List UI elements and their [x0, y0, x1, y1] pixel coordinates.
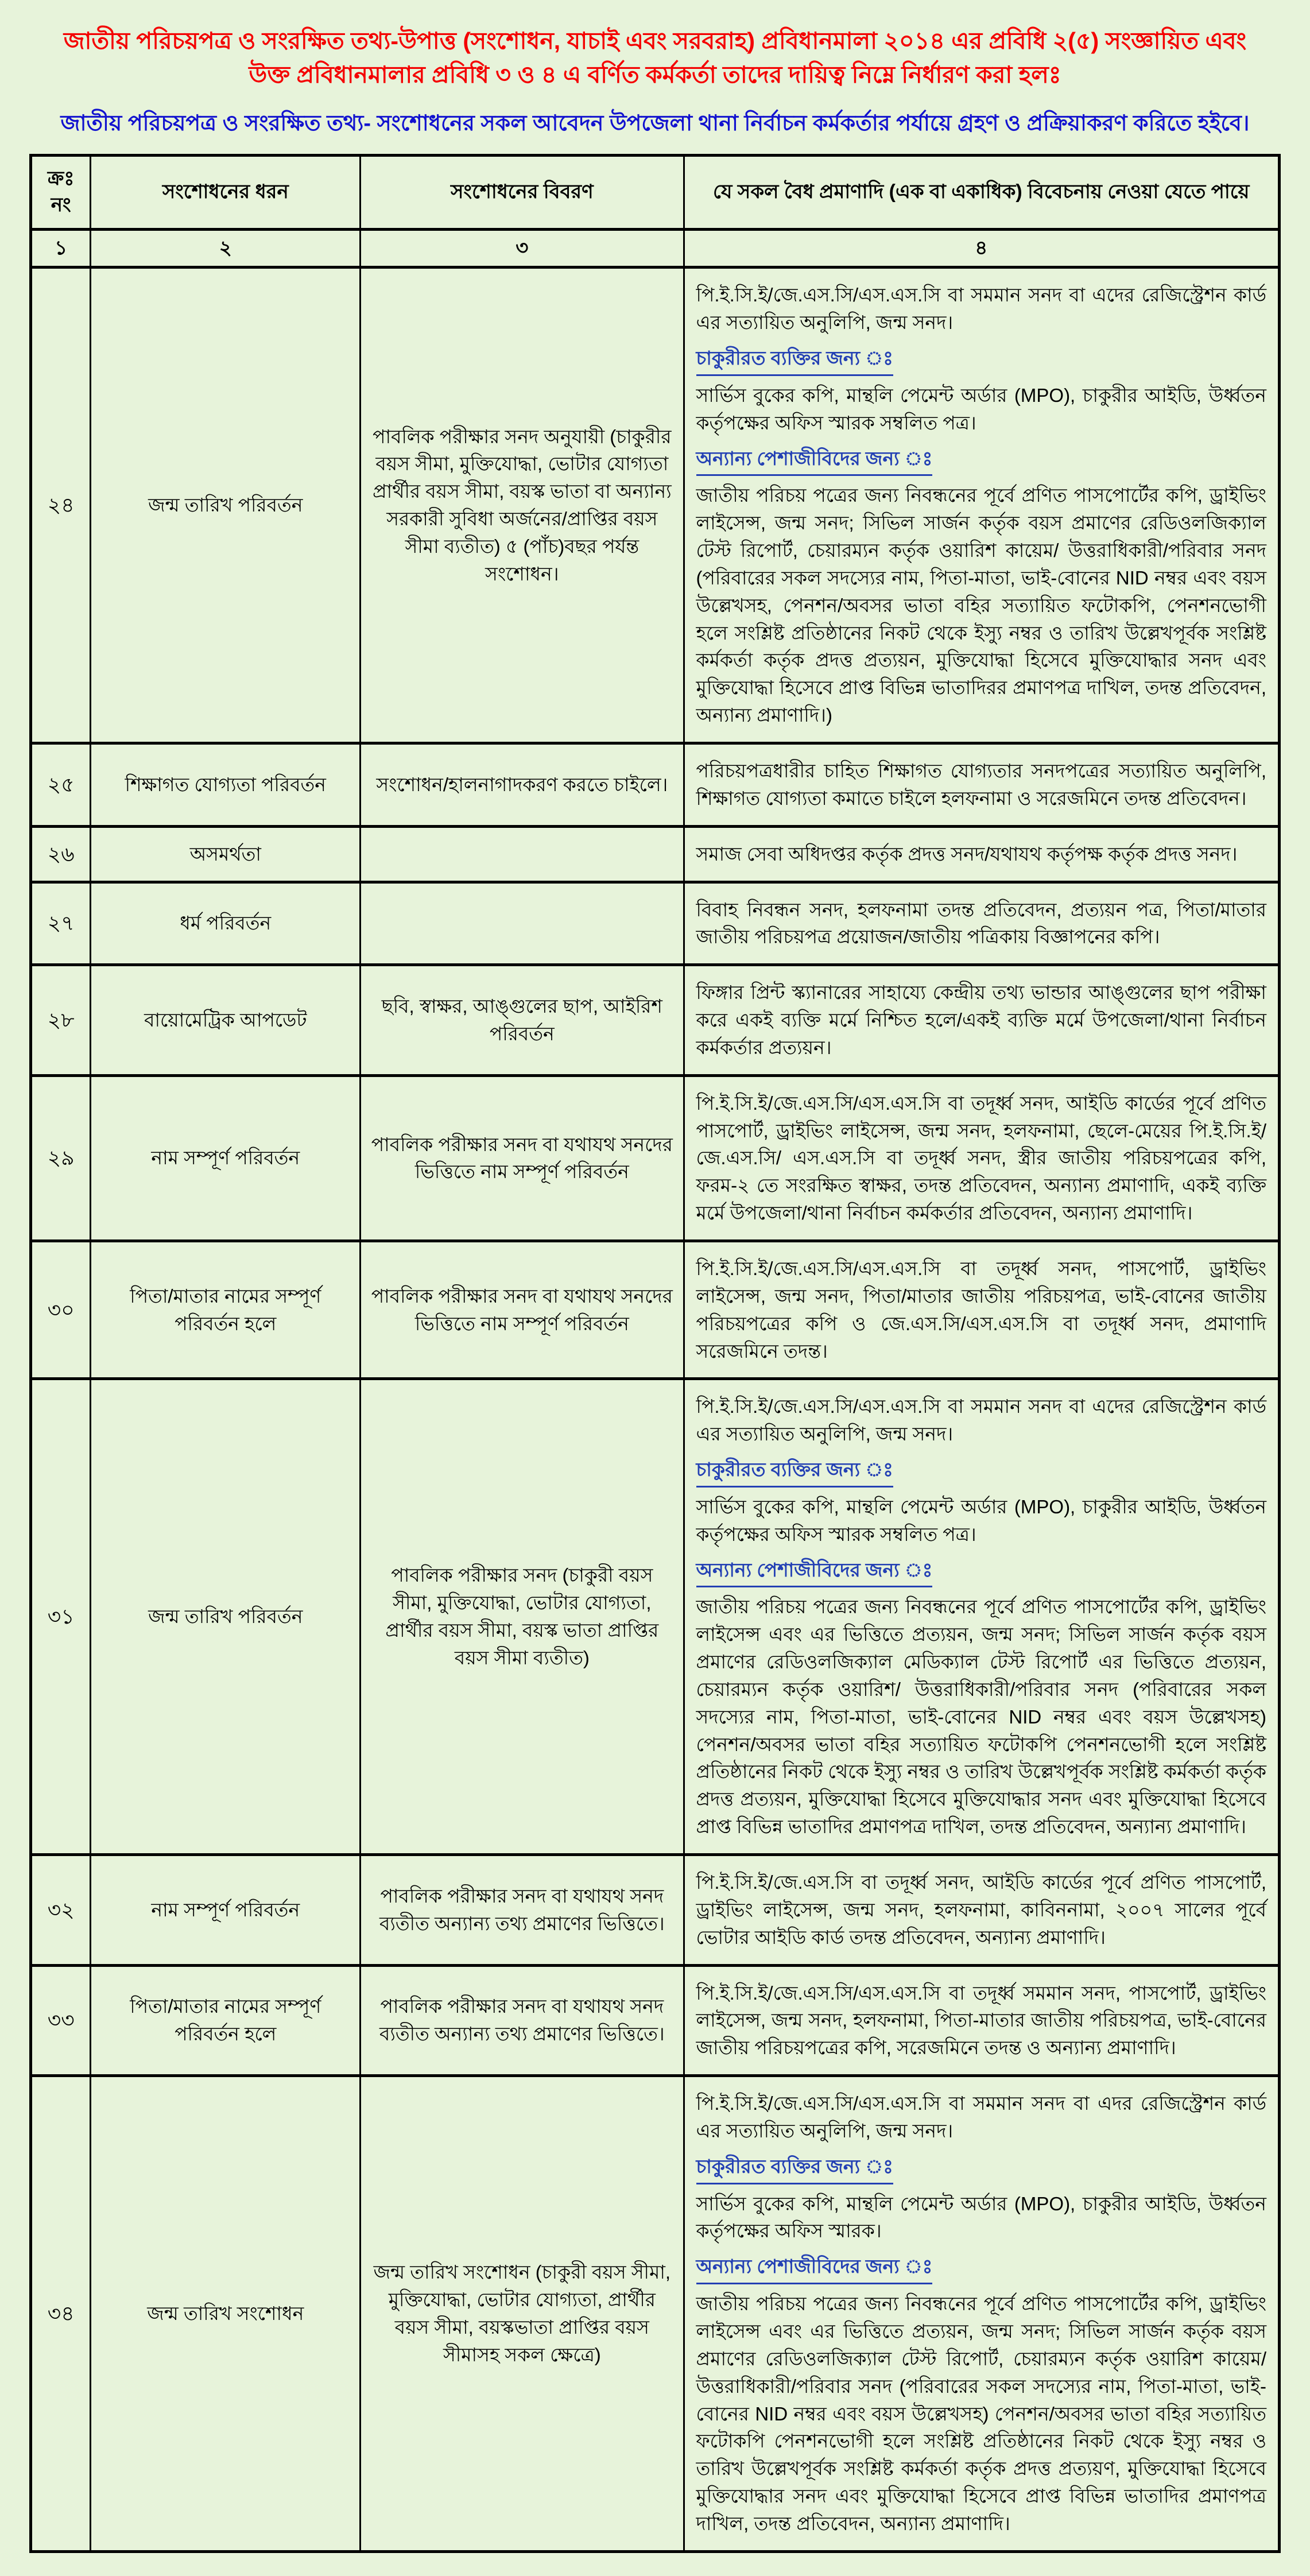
correction-type-cell: বায়োমেট্রিক আপডেট — [91, 965, 361, 1076]
valid-documents-cell — [684, 826, 1280, 882]
doc-text: পি.ই.সি.ই/জে.এস.সি/এস.এস.সি বা তদূর্ধ্ব সনদ, আইডি কার্ডের পূর্বে প্রণিত পাসপোর্ট, ড্রাইভিং লাইসেন্স, জন্ম সনদ, হলফনামা, ছেলে-মেয়ের পি.ই.সি.ই/ জে.এস.সি/ এস.এস.সি বা তদূর্ধ্ব সনদ, স্ত্রীর জাতীয় পরিচয়পত্রের কপি, ফরম-২ তে সংরক্ষিত স্বাক্ষর, তদন্ত প্রতিবেদন, অন্যান্য প্রমাণাদি, একই ব্যক্তি মর্মে উপজেলা/থানা নির্বাচন কর্মকর্তার প্রতিবেদন, অন্যান্য প্রমাণাদি। — [696, 1092, 1266, 1224]
column-number-row — [31, 230, 1280, 268]
doc-text: পরিচয়পত্রধারীর চাহিত শিক্ষাগত যোগ্যতার সনদপত্রের সত্যায়িত অনুলিপি, শিক্ষাগত যোগ্যতা কমাতে চাইলে হলফনামা ও সরেজমিনে তদন্ত প্রতিবেদন। — [696, 760, 1266, 809]
doc-text: সমাজ সেবা অধিদপ্তর কর্তৃক প্রদত্ত সনদ/যথাযথ কর্তৃপক্ষ কর্তৃক প্রদত্ত সনদ। — [696, 843, 1238, 865]
doc-section-heading: অন্যান্য পেশাজীবিদের জন্য ঃ — [696, 2253, 933, 2284]
correction-type-cell: জন্ম তারিখ সংশোধন — [91, 2076, 361, 2552]
page-title-line2: উক্ত প্রবিধানমালার প্রবিধি ৩ ও ৪ এ বর্ণিত কর্মকর্তা তাদের দায়িত্ব নিম্নে নির্ধারণ করা হলঃ — [249, 61, 1061, 88]
valid-documents-cell — [684, 2076, 1280, 2552]
serial-number-cell: ২৬ — [31, 826, 91, 882]
serial-number-cell: ৩৩ — [31, 1965, 91, 2076]
table-row — [31, 1241, 1280, 1378]
doc-section-heading: অন্যান্য পেশাজীবিদের জন্য ঃ — [696, 445, 933, 477]
doc-text: সার্ভিস বুকের কপি, মান্থলি পেমেন্ট অর্ডার (MPO), চাকুরীর আইডি, উর্ধ্বতন কর্তৃপক্ষের অফিস স্মারক সম্বলিত পত্র। — [696, 1496, 1266, 1545]
valid-documents-cell — [684, 1379, 1280, 1855]
serial-number-cell: ২৮ — [31, 965, 91, 1076]
table-row — [31, 1965, 1280, 2076]
doc-text: জাতীয় পরিচয় পত্রের জন্য নিবন্ধনের পূর্বে প্রণিত পাসপোর্টের কপি, ড্রাইভিং লাইসেন্স এবং এর ভিত্তিতে প্রত্যয়ন, জন্ম সনদ; সিভিল সার্জন কর্তৃক বয়স প্রমাণের রেডিওলজিক্যাল মেডিক্যাল টেস্ট রিপোর্ট এর ভিত্তিতে প্রত্যয়ন, চেয়ারম্যন কর্তৃক ওয়ারিশ/ উত্তরাধিকারী/পরিবার সনদ (পরিবারের সকল সদস্যের নাম, পিতা-মাতা, ভাই-বোনের NID নম্বর এবং বয়স উল্লেখসহ) পেনশন/অবসর ভাতা বহির সত্যায়িত ফটোকপি পেনশনভোগী হলে সংশ্লিষ্ট প্রতিষ্ঠানের নিকট থেকে ইস্যু নম্বর ও তারিখ উল্লেখপূর্বক সংশ্লিষ্ট কর্মকর্তা কর্তৃক প্রদত্ত প্রত্যয়ন, মুক্তিযোদ্ধা হিসেবে মুক্তিযোদ্ধার সনদ এবং মুক্তিযোদ্ধা হিসেবে প্রাপ্ত বিভিন্ন ভাতাদির প্রমাণপত্র দাখিল, তদন্ত প্রতিবেদন, অন্যান্য প্রমাণাদি। — [696, 1596, 1266, 1838]
serial-number-cell: ২৫ — [31, 743, 91, 827]
correction-detail-cell — [361, 826, 684, 882]
col-header-documents: যে সকল বৈধ প্রমাণাদি (এক বা একাধিক) বিবেচনায় নেওয়া যেতে পায়ে — [684, 156, 1280, 230]
serial-number-cell: ৩৪ — [31, 2076, 91, 2552]
doc-text: পি.ই.সি.ই/জে.এস.সি/এস.এস.সি বা তদূর্ধ্ব সমমান সনদ, পাসপোর্ট, ড্রাইভিং লাইসেন্স, জন্ম সনদ, হলফনামা, পিতা-মাতার জাতীয় পরিচয়পত্র, ভাই-বোনের জাতীয় পরিচয়পত্রের কপি, সরেজমিনে তদন্ত ও অন্যান্য প্রমাণাদি। — [696, 1982, 1266, 2059]
table-body — [31, 268, 1280, 2551]
table-row — [31, 965, 1280, 1076]
doc-text: জাতীয় পরিচয় পত্রের জন্য নিবন্ধনের পূর্বে প্রণিত পাসপোর্টের কপি, ড্রাইভিং লাইসেন্স, জন্ম সনদ; সিভিল সার্জন কর্তৃক বয়স প্রমাণের রেডিওলজিক্যাল টেস্ট রিপোর্ট, চেয়ারম্যন কর্তৃক ওয়ারিশ কায়েম/ উত্তরাধিকারী/পরিবার সনদ (পরিবারের সকল সদস্যের নাম, পিতা-মাতা, ভাই-বোনের NID নম্বর এবং বয়স উল্লেখসহ, পেনশন/অবসর ভাতা বহির সত্যায়িত ফটোকপি, পেনশনভোগী হলে সংশ্লিষ্ট প্রতিষ্ঠানের নিকট থেকে ইস্যু নম্বর ও তারিখ উল্লেখপূর্বক সংশ্লিষ্ট কর্মকর্তা কর্তৃক প্রদত্ত প্রত্যয়ন, মুক্তিযোদ্ধা হিসেবে মুক্তিযোদ্ধার সনদ এবং মুক্তিযোদ্ধা হিসেবে প্রাপ্ত বিভিন্ন ভাতাদিরর প্রমাণপত্র দাখিল, তদন্ত প্রতিবেদন, অন্যান্য প্রমাণাদি।) — [696, 485, 1266, 726]
valid-documents-cell — [684, 882, 1280, 965]
page-title-line1: জাতীয় পরিচয়পত্র ও সংরক্ষিত তথ্য-উপাত্ত (সংশোধন, যাচাই এবং সরবরাহ) প্রবিধানমালা ২০১৪ এর প্রবিধি ২(৫) সংজ্ঞায়িত এবং — [63, 28, 1247, 54]
correction-type-cell: পিতা/মাতার নামের সম্পূর্ণ পরিবর্তন হলে — [91, 1241, 361, 1378]
table-row — [31, 268, 1280, 743]
table-header-row — [31, 156, 1280, 230]
doc-section-heading-row — [696, 445, 1267, 477]
table-row — [31, 1075, 1280, 1241]
table-row — [31, 1379, 1280, 1855]
doc-text: পি.ই.সি.ই/জে.এস.সি/এস.এস.সি বা সমমান সনদ বা এদের রেজিস্ট্রেশন কার্ড এর সত্যায়িত অনুলিপি, জন্ম সনদ। — [696, 284, 1266, 334]
correction-type-cell: পিতা/মাতার নামের সম্পূর্ণ পরিবর্তন হলে — [91, 1965, 361, 2076]
doc-text: সার্ভিস বুকের কপি, মান্থলি পেমেন্ট অর্ডার (MPO), চাকুরীর আইডি, উর্ধ্বতন কর্তৃপক্ষের অফিস স্মারক। — [696, 2192, 1266, 2242]
correction-type-cell: নাম সম্পূর্ণ পরিবর্তন — [91, 1075, 361, 1241]
valid-documents-cell — [684, 743, 1280, 827]
doc-section-heading: চাকুরীরত ব্যক্তির জন্য ঃ — [696, 2153, 893, 2184]
serial-number-cell: ২৯ — [31, 1075, 91, 1241]
doc-section-heading: চাকুরীরত ব্যক্তির জন্য ঃ — [696, 344, 893, 376]
doc-text: পি.ই.সি.ই/জে.এস.সি বা তদূর্ধ্ব সনদ, আইডি কার্ডের পূর্বে প্রণিত পাসপোর্ট, ড্রাইভিং লাইসেন্স, জন্ম সনদ, হলফনামা, কাবিননামা, ২০০৭ সালের পূর্বে ভোটার আইডি কার্ড তদন্ত প্রতিবেদন, অন্যান্য প্রমাণাদি। — [696, 1872, 1266, 1948]
correction-type-cell: নাম সম্পূর্ণ পরিবর্তন — [91, 1855, 361, 1966]
col-header-detail: সংশোধনের বিবরণ — [361, 156, 684, 230]
correction-detail-cell — [361, 882, 684, 965]
column-number-3: ৩ — [361, 230, 684, 268]
table-row — [31, 1855, 1280, 1966]
doc-section-heading: চাকুরীরত ব্যক্তির জন্য ঃ — [696, 1456, 893, 1488]
page-title — [26, 24, 1284, 92]
doc-section-heading-row — [696, 1556, 1267, 1588]
doc-section-heading-row — [696, 1456, 1267, 1488]
correction-detail-cell: জন্ম তারিখ সংশোধন (চাকুরী বয়স সীমা, মুক্তিযোদ্ধা, ভোটার যোগ্যতা, প্রার্থীর বয়স সীমা, বয়স্কভাতা প্রাপ্তির বয়স সীমাসহ সকল ক্ষেত্রে) — [361, 2076, 684, 2552]
correction-detail-cell: পাবলিক পরীক্ষার সনদ অনুযায়ী (চাকুরীর বয়স সীমা, মুক্তিযোদ্ধা, ভোটার যোগ্যতা প্রার্থীর বয়স সীমা, বয়স্ক ভাতা বা অন্যান্য সরকারী সুবিধা অর্জনের/প্রাপ্তির বয়স সীমা ব্যতীত) ৫ (পাঁচ)বছর পর্যন্ত সংশোধন। — [361, 268, 684, 743]
serial-number-cell: ২৭ — [31, 882, 91, 965]
doc-text: পি.ই.সি.ই/জে.এস.সি/এস.এস.সি বা সমমান সনদ বা এদর রেজিস্ট্রেশন কার্ড এর সত্যায়িত অনুলিপি, জন্ম সনদ। — [696, 2093, 1266, 2141]
column-number-2: ২ — [91, 230, 361, 268]
correction-detail-cell: পাবলিক পরীক্ষার সনদ বা যথাযথ সনদের ভিত্তিতে নাম সম্পূর্ণ পরিবর্তন — [361, 1241, 684, 1378]
page-subtitle: জাতীয় পরিচয়পত্র ও সংরক্ষিত তথ্য- সংশোধনের সকল আবেদন উপজেলা থানা নির্বাচন কর্মকর্তার পর্যায়ে গ্রহণ ও প্রক্রিয়াকরণ করিতে হইবে। — [60, 111, 1250, 135]
col-header-serial: ক্রঃ নং — [31, 156, 91, 230]
doc-text: বিবাহ নিবন্ধন সনদ, হলফনামা তদন্ত প্রতিবেদন, প্রত্যয়ন পত্র, পিতা/মাতার জাতীয় পরিচয়পত্র প্রয়োজন/জাতীয় পত্রিকায় বিজ্ঞাপনের কপি। — [696, 898, 1266, 948]
correction-detail-cell: ছবি, স্বাক্ষর, আঙ্গুলের ছাপ, আইরিশ পরিবর্তন — [361, 965, 684, 1076]
valid-documents-cell — [684, 268, 1280, 743]
doc-section-heading: অন্যান্য পেশাজীবিদের জন্য ঃ — [696, 1556, 933, 1588]
column-number-4: ৪ — [684, 230, 1280, 268]
correction-detail-cell: সংশোধন/হালনাগাদকরণ করতে চাইলে। — [361, 743, 684, 827]
valid-documents-cell — [684, 965, 1280, 1076]
correction-detail-cell: পাবলিক পরীক্ষার সনদ বা যথাযথ সনদের ভিত্তিতে নাম সম্পূর্ণ পরিবর্তন — [361, 1075, 684, 1241]
doc-text: পি.ই.সি.ই/জে.এস.সি/এস.এস.সি বা সমমান সনদ বা এদের রেজিস্ট্রেশন কার্ড এর সত্যায়িত অনুলিপি, জন্ম সনদ। — [696, 1396, 1266, 1445]
doc-section-heading-row — [696, 2153, 1267, 2184]
correction-type-cell: জন্ম তারিখ পরিবর্তন — [91, 268, 361, 743]
serial-number-cell: ২৪ — [31, 268, 91, 743]
doc-text: সার্ভিস বুকের কপি, মান্থলি পেমেন্ট অর্ডার (MPO), চাকুরীর আইডি, উর্ধ্বতন কর্তৃপক্ষের অফিস স্মারক সম্বলিত পত্র। — [696, 384, 1266, 433]
doc-section-heading-row — [696, 2253, 1267, 2284]
doc-section-heading-row — [696, 344, 1267, 376]
col-header-type: সংশোধনের ধরন — [91, 156, 361, 230]
correction-type-cell: শিক্ষাগত যোগ্যতা পরিবর্তন — [91, 743, 361, 827]
doc-text: জাতীয় পরিচয় পত্রের জন্য নিবন্ধনের পূর্বে প্রণিত পাসপোর্টের কপি, ড্রাইভিং লাইসেন্স এবং এর ভিত্তিতে প্রত্যয়ন, জন্ম সনদ; সিভিল সার্জন কর্তৃক বয়স প্রমাণের রেডিওলজিক্যাল টেস্ট রিপোর্ট, চেয়ারম্যন কর্তৃক ওয়ারিশ কায়েম/ উত্তরাধিকারী/পরিবার সনদ (পরিবারের সকল সদস্যের নাম, পিতা-মাতা, ভাই-বোনের NID নম্বর এবং বয়স উল্লেখসহ) পেনশন/অবসর ভাতা বহির সত্যায়িত ফটোকপি পেনশনভোগী হলে সংশ্লিষ্ট প্রতিষ্ঠানের নিকট থেকে ইস্যু নম্বর ও তারিখ উল্লেখপূর্বক সংশ্লিষ্ট কর্মকর্তা কর্তৃক প্রদত্ত প্রত্যয়ণ, মুক্তিযোদ্ধা হিসেবে মুক্তিযোদ্ধার সনদ এবং মুক্তিযোদ্ধা হিসেবে প্রাপ্ত বিভিন্ন ভাতাদির প্রমাণপত্র দাখিল, তদন্ত প্রতিবেদন, অন্যান্য প্রমাণাদি। — [696, 2293, 1266, 2534]
doc-text: পি.ই.সি.ই/জে.এস.সি/এস.এস.সি বা তদূর্ধ্ব সনদ, পাসপোর্ট, ড্রাইভিং লাইসেন্স, জন্ম সনদ, পিতা/মাতার জাতীয় পরিচয়পত্র, ভাই-বোনের জাতীয় পরিচয়পত্রের কপি ও জে.এস.সি/এস.এস.সি বা তদূর্ধ্ব সনদ, প্রমাণাদি সরেজমিনে তদন্ত। — [696, 1257, 1266, 1362]
valid-documents-cell — [684, 1965, 1280, 2076]
table-row — [31, 826, 1280, 882]
column-number-1: ১ — [31, 230, 91, 268]
correction-detail-cell: পাবলিক পরীক্ষার সনদ বা যথাযথ সনদ ব্যতীত অন্যান্য তথ্য প্রমাণের ভিত্তিতে। — [361, 1965, 684, 2076]
correction-type-cell: অসমর্থতা — [91, 826, 361, 882]
serial-number-cell: ৩১ — [31, 1379, 91, 1855]
valid-documents-cell — [684, 1855, 1280, 1966]
correction-type-cell: ধর্ম পরিবর্তন — [91, 882, 361, 965]
table-row — [31, 743, 1280, 827]
valid-documents-cell — [684, 1075, 1280, 1241]
serial-number-cell: ৩০ — [31, 1241, 91, 1378]
serial-number-cell: ৩২ — [31, 1855, 91, 1966]
doc-text: ফিঙ্গার প্রিন্ট স্ক্যানারের সাহায্যে কেন্দ্রীয় তথ্য ভান্ডার আঙ্গুলের ছাপ পরীক্ষা করে একই ব্যক্তি মর্মে নিশ্চিত হলে/একই ব্যক্তি মর্মে উপজেলা/থানা নির্বাচন কর্মকর্তার প্রত্যয়ন। — [696, 982, 1266, 1058]
table-row — [31, 2076, 1280, 2552]
correction-detail-cell: পাবলিক পরীক্ষার সনদ বা যথাযথ সনদ ব্যতীত অন্যান্য তথ্য প্রমাণের ভিত্তিতে। — [361, 1855, 684, 1966]
correction-type-cell: জন্ম তারিখ পরিবর্তন — [91, 1379, 361, 1855]
table-row — [31, 882, 1280, 965]
valid-documents-cell — [684, 1241, 1280, 1378]
correction-detail-cell: পাবলিক পরীক্ষার সনদ (চাকুরী বয়স সীমা, মুক্তিযোদ্ধা, ভোটার যোগ্যতা, প্রার্থীর বয়স সীমা, বয়স্ক ভাতা প্রাপ্তির বয়স সীমা ব্যতীত) — [361, 1379, 684, 1855]
correction-rules-table — [29, 154, 1281, 2552]
